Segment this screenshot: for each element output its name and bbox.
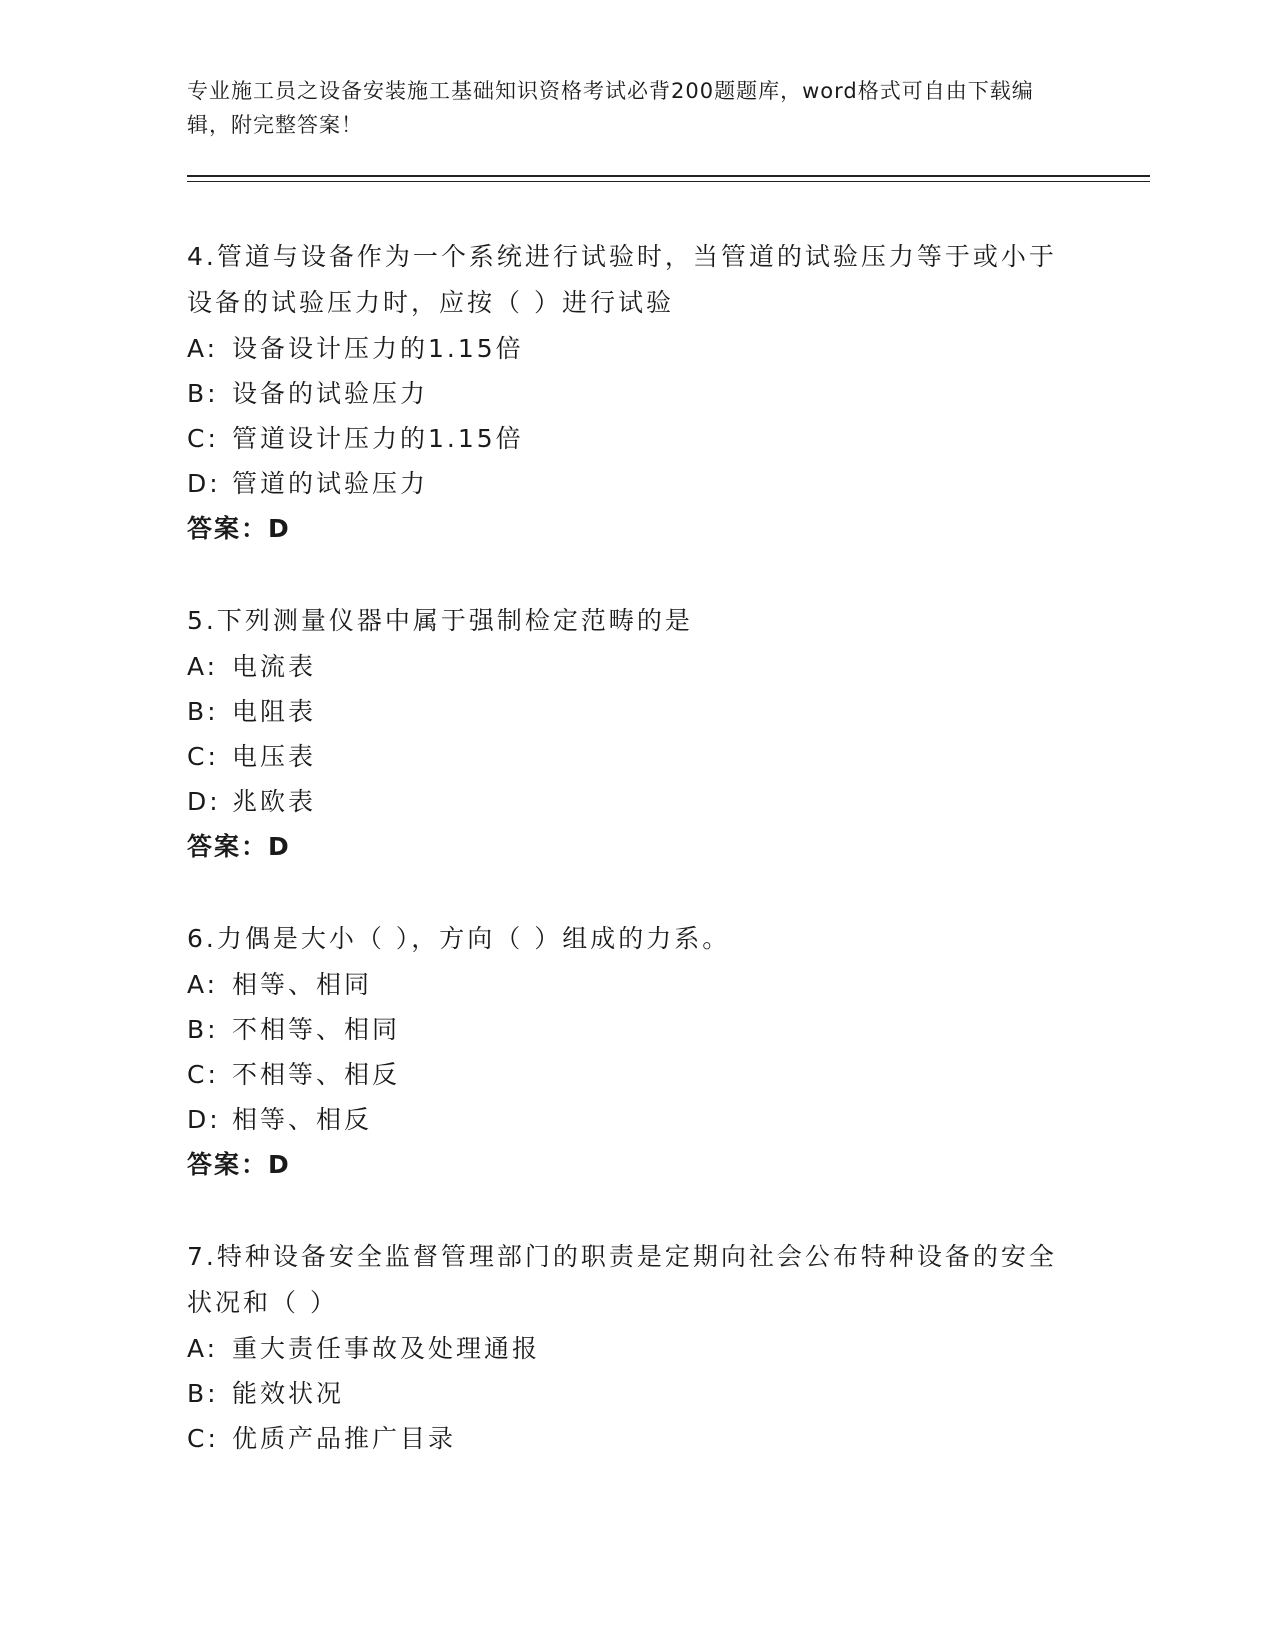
option-letter: A: (187, 652, 219, 681)
option-letter: D: (187, 469, 221, 498)
option-text: 管道的试验压力 (232, 469, 429, 498)
option-text: 设备的试验压力 (232, 379, 429, 408)
option-letter: B: (187, 379, 219, 408)
option-text: 电流表 (232, 652, 317, 681)
option-text: 电压表 (232, 742, 317, 771)
header-divider-thin (187, 181, 1150, 182)
option-text: 相等、相反 (232, 1105, 373, 1134)
question-stem: 7.特种设备安全监督管理部门的职责是定期向社会公布特种设备的安全状况和（ ） (187, 1242, 1057, 1317)
option-text: 相等、相同 (232, 970, 373, 999)
option-b (187, 689, 1067, 734)
option-letter: A: (187, 334, 219, 363)
option-letter: C: (187, 424, 219, 453)
option-text: 不相等、相反 (232, 1060, 401, 1089)
question-4 (187, 234, 1067, 552)
option-c (187, 416, 1067, 461)
option-text: 设备设计压力的1.15倍 (232, 334, 524, 363)
option-text: 优质产品推广目录 (232, 1424, 457, 1453)
answer-label: 答案：D (187, 514, 291, 543)
header-divider-thick (187, 175, 1150, 177)
option-d (187, 779, 1067, 824)
option-letter: B: (187, 697, 219, 726)
option-text: 能效状况 (232, 1379, 345, 1408)
option-letter: C: (187, 1060, 219, 1089)
option-text: 电阻表 (232, 697, 317, 726)
question-stem: 6.力偶是大小（ ），方向（ ）组成的力系。 (187, 924, 731, 953)
option-b (187, 371, 1067, 416)
document-header: 专业施工员之设备安装施工基础知识资格考试必背200题题库，word格式可自由下载编辑，附完整答案！ (187, 79, 1034, 137)
answer-label: 答案：D (187, 832, 291, 861)
option-a (187, 962, 1067, 1007)
option-text: 不相等、相同 (232, 1015, 401, 1044)
question-stem: 5.下列测量仪器中属于强制检定范畴的是 (187, 606, 693, 635)
option-letter: D: (187, 787, 221, 816)
option-letter: B: (187, 1015, 219, 1044)
option-c (187, 734, 1067, 779)
option-c (187, 1052, 1067, 1097)
option-letter: C: (187, 1424, 219, 1453)
option-text: 兆欧表 (232, 787, 317, 816)
option-letter: D: (187, 1105, 221, 1134)
option-b (187, 1007, 1067, 1052)
option-d (187, 461, 1067, 506)
option-letter: C: (187, 742, 219, 771)
option-d (187, 1097, 1067, 1142)
option-b (187, 1371, 1067, 1416)
option-a (187, 326, 1067, 371)
option-text: 重大责任事故及处理通报 (232, 1334, 541, 1363)
question-stem: 4.管道与设备作为一个系统进行试验时，当管道的试验压力等于或小于设备的试验压力时，应按（ ）进行试验 (187, 242, 1057, 317)
option-a (187, 644, 1067, 689)
question-list (187, 234, 1067, 1507)
question-5 (187, 598, 1067, 870)
option-letter: A: (187, 1334, 219, 1363)
option-a (187, 1326, 1067, 1371)
option-letter: A: (187, 970, 219, 999)
question-6 (187, 916, 1067, 1188)
option-letter: B: (187, 1379, 219, 1408)
question-7 (187, 1234, 1067, 1461)
option-text: 管道设计压力的1.15倍 (232, 424, 524, 453)
answer-label: 答案：D (187, 1150, 291, 1179)
option-c (187, 1416, 1067, 1461)
